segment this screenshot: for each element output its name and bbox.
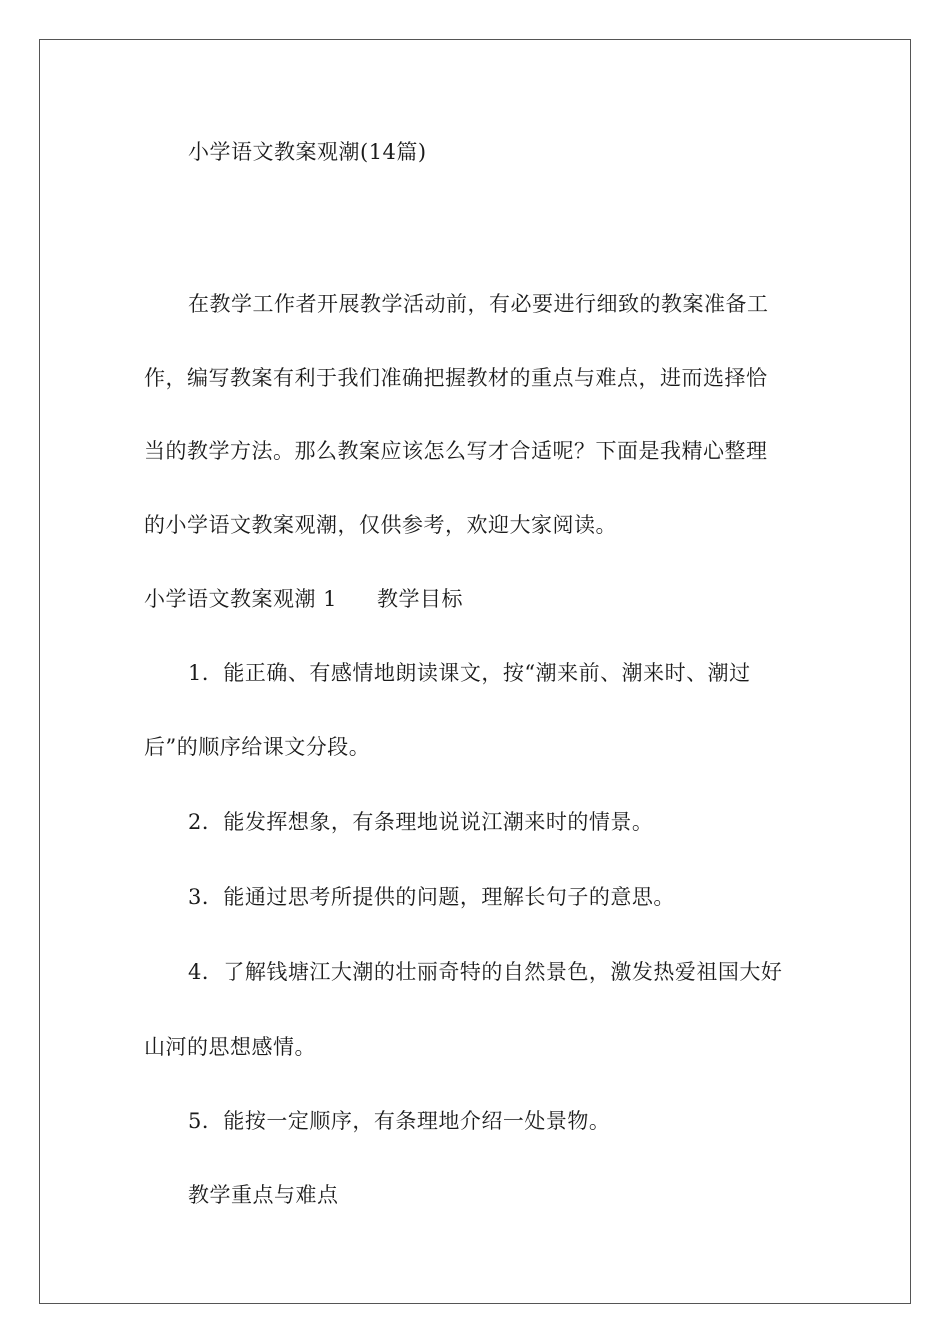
section-subheading: 教学目标	[377, 587, 464, 611]
section-heading-row	[144, 587, 463, 611]
intro-line-3: 当的教学方法。那么教案应该怎么写才合适呢？下面是我精心整理	[144, 439, 768, 463]
objective-1-line-1: 1．能正确、有感情地朗读课文，按“潮来前、潮来时、潮过	[188, 661, 751, 685]
document-title: 小学语文教案观潮(14篇)	[188, 140, 427, 164]
objective-1-line-2: 后”的顺序给课文分段。	[144, 735, 371, 759]
objective-4-line-2: 山河的思想感情。	[144, 1035, 316, 1059]
intro-line-2: 作，编写教案有利于我们准确把握教材的重点与难点，进而选择恰	[144, 366, 768, 390]
intro-line-1: 在教学工作者开展教学活动前，有必要进行细致的教案准备工	[188, 292, 769, 316]
objective-2: 2．能发挥想象，有条理地说说江潮来时的情景。	[188, 810, 654, 834]
objective-3: 3．能通过思考所提供的问题，理解长句子的意思。	[188, 885, 675, 909]
key-points-heading: 教学重点与难点	[188, 1183, 339, 1207]
objective-4-line-1: 4．了解钱塘江大潮的壮丽奇特的自然景色，激发热爱祖国大好	[188, 960, 783, 984]
objective-5: 5．能按一定顺序，有条理地介绍一处景物。	[188, 1109, 611, 1133]
section-heading: 小学语文教案观潮 1	[144, 587, 338, 611]
intro-line-4: 的小学语文教案观潮，仅供参考，欢迎大家阅读。	[144, 513, 617, 537]
